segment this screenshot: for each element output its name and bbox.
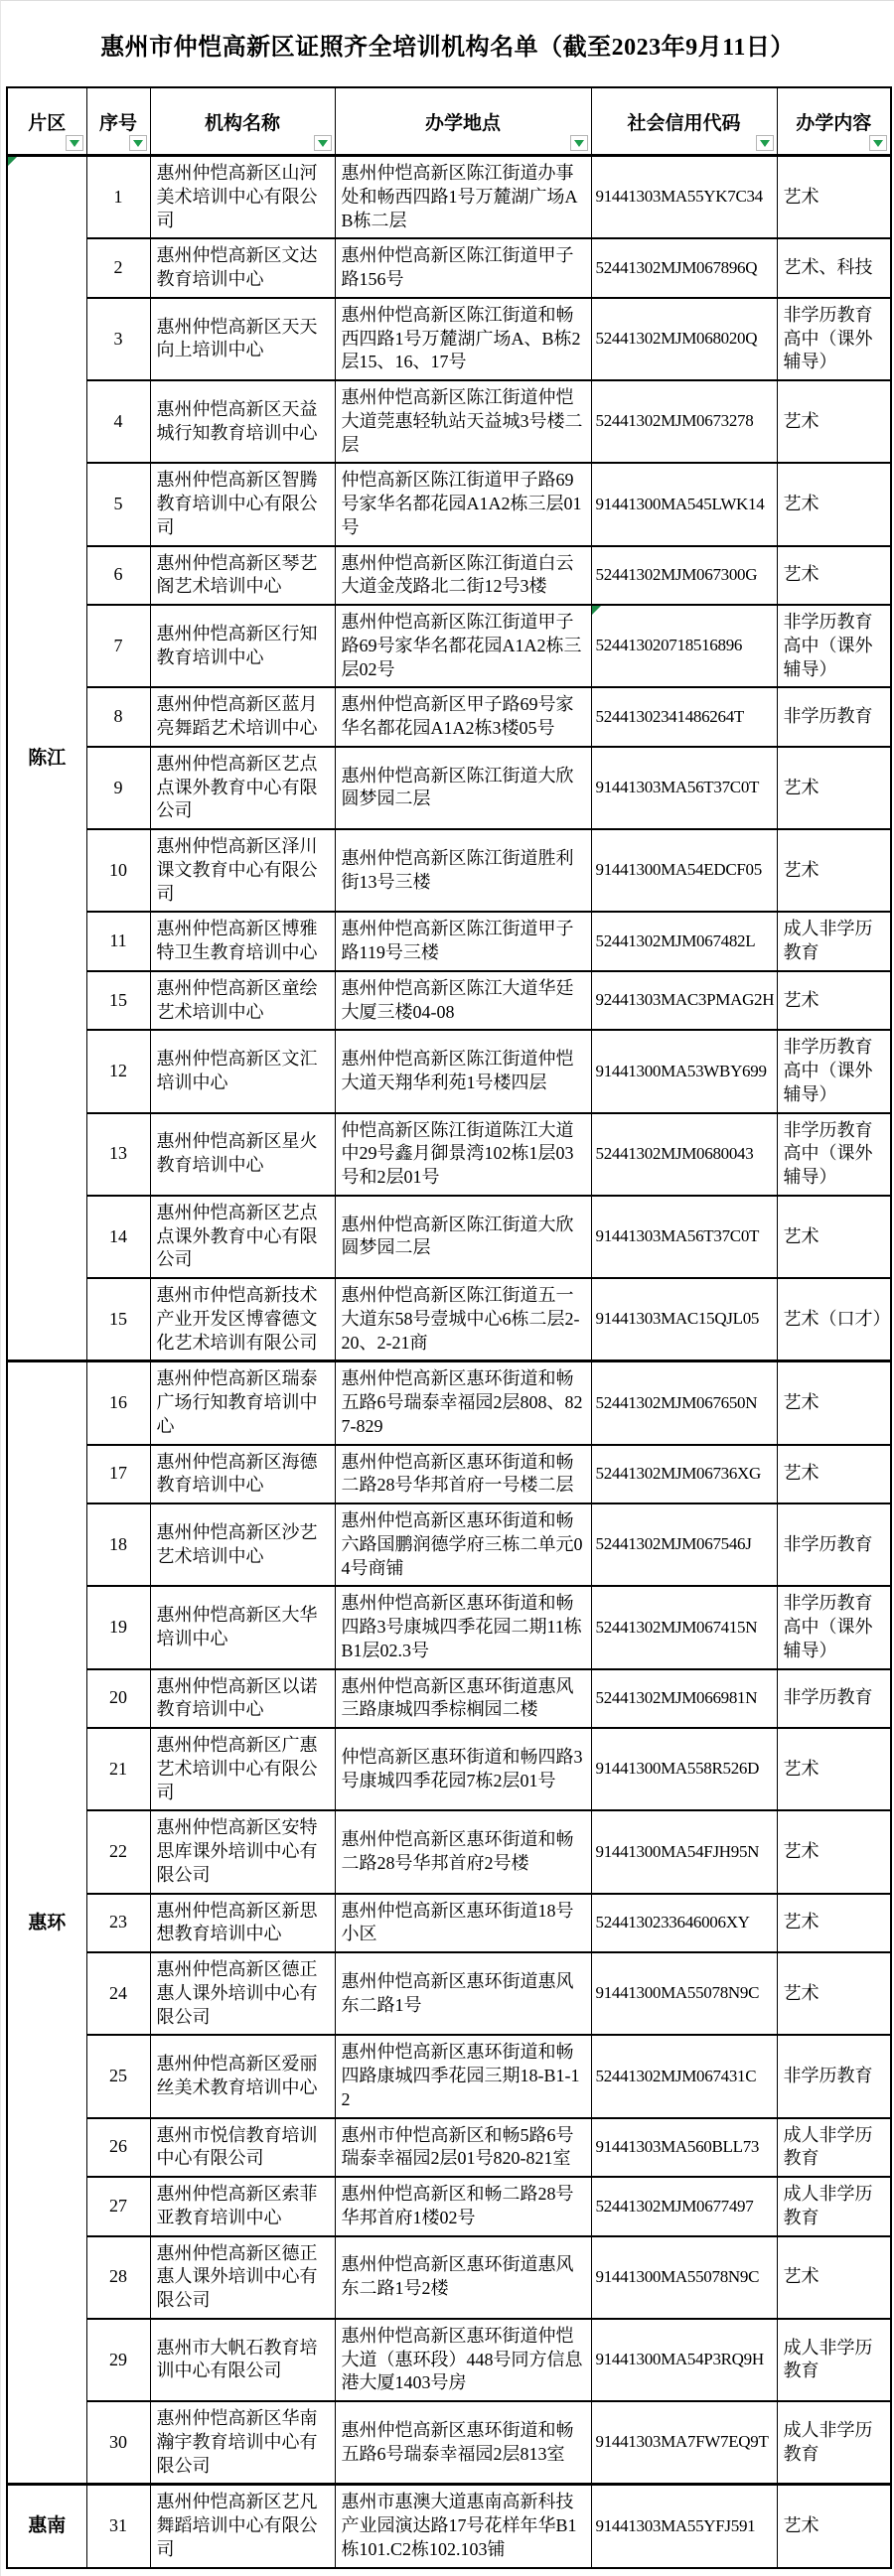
address-cell: 惠州仲恺高新区惠环街道和畅六路国鹏润德学府三栋二单元04号商铺	[335, 1503, 591, 1586]
credit-code-cell: 52441302MJM067415N	[591, 1586, 777, 1668]
address-cell: 惠州市仲恺高新区和畅5路6号瑞泰幸福园2层01号820-821室	[335, 2118, 591, 2178]
credit-code-cell: 524413020718516896	[591, 605, 777, 687]
row-number-cell: 22	[86, 1810, 150, 1893]
address-cell: 仲恺高新区陈江街道陈江大道中29号鑫月御景湾102栋1层03号和2层01号	[335, 1113, 591, 1196]
teaching-content-cell: 非学历教育高中（课外辅导）	[777, 1030, 891, 1112]
table-row	[7, 1894, 891, 1953]
row-number-cell: 12	[86, 1030, 150, 1112]
row-number-cell: 19	[86, 1586, 150, 1668]
table-row	[7, 1669, 891, 1729]
credit-code-cell: 52441302MJM067546J	[591, 1503, 777, 1586]
row-number-cell: 31	[86, 2485, 150, 2568]
table-row	[7, 2485, 891, 2568]
institution-name-cell: 惠州仲恺高新区天天向上培训中心	[150, 298, 335, 380]
teaching-content-cell: 艺术	[777, 1728, 891, 1810]
credit-code-cell: 52441302MJM067431C	[591, 2035, 777, 2117]
table-row	[7, 238, 891, 298]
credit-code-cell: 91441300MA54P3RQ9H	[591, 2319, 777, 2401]
address-cell: 惠州仲恺高新区惠环街道18号小区	[335, 1894, 591, 1953]
address-cell: 仲恺高新区惠环街道和畅四路3号康城四季花园7栋2层01号	[335, 1728, 591, 1810]
institution-name-cell: 惠州仲恺高新区智腾教育培训中心有限公司	[150, 463, 335, 545]
teaching-content-cell: 艺术	[777, 829, 891, 912]
institution-name-cell: 惠州仲恺高新区文汇培训中心	[150, 1030, 335, 1112]
teaching-content-cell: 艺术	[777, 747, 891, 829]
institution-name-cell: 惠州仲恺高新区德正惠人课外培训中心有限公司	[150, 2236, 335, 2319]
address-cell: 惠州仲恺高新区惠环街道惠风东二路1号2楼	[335, 2236, 591, 2319]
teaching-content-cell: 艺术	[777, 2485, 891, 2568]
institution-name-cell: 惠州仲恺高新区艺点点课外教育中心有限公司	[150, 1196, 335, 1278]
column-header-region	[7, 87, 86, 156]
credit-code-cell: 52441302341486264T	[591, 687, 777, 747]
institution-name-cell: 惠州仲恺高新区索菲亚教育培训中心	[150, 2177, 335, 2236]
address-cell: 惠州仲恺高新区陈江街道白云大道金茂路北二街12号3楼	[335, 546, 591, 606]
row-number-cell: 6	[86, 546, 150, 606]
row-number-cell: 21	[86, 1728, 150, 1810]
region-cell: 惠南	[7, 2485, 86, 2568]
row-number-cell: 4	[86, 380, 150, 463]
table-row	[7, 2236, 891, 2319]
table-row	[7, 1445, 891, 1504]
row-number-cell: 30	[86, 2401, 150, 2485]
column-header-address-label: 办学地点	[424, 112, 501, 134]
teaching-content-cell: 艺术	[777, 1952, 891, 2035]
teaching-content-cell: 艺术	[777, 380, 891, 463]
filter-dropdown-icon[interactable]	[129, 135, 147, 151]
teaching-content-cell: 艺术、科技	[777, 238, 891, 298]
address-cell: 惠州仲恺高新区惠环街道惠风东二路1号	[335, 1952, 591, 2035]
column-header-content-label: 办学内容	[796, 112, 872, 134]
institution-name-cell: 惠州市悦信教育培训中心有限公司	[150, 2118, 335, 2178]
teaching-content-cell: 非学历教育	[777, 1503, 891, 1586]
credit-code-cell: 91441303MAC15QJL05	[591, 1278, 777, 1361]
institution-name-cell: 惠州仲恺高新区星火教育培训中心	[150, 1113, 335, 1196]
address-cell: 惠州仲恺高新区惠环街道惠风三路康城四季棕榈园二楼	[335, 1669, 591, 1729]
row-number-cell: 15	[86, 1278, 150, 1361]
row-number-cell: 16	[86, 1361, 150, 1445]
row-number-cell: 5	[86, 463, 150, 545]
institutions-table	[6, 86, 892, 2569]
row-number-cell: 25	[86, 2035, 150, 2117]
institution-name-cell: 惠州仲恺高新区琴艺阁艺术培训中心	[150, 546, 335, 606]
teaching-content-cell: 成人非学历教育	[777, 2401, 891, 2485]
address-cell: 惠州仲恺高新区陈江街道五一大道东58号壹城中心6栋二层2-20、2-21商	[335, 1278, 591, 1361]
teaching-content-cell: 非学历教育	[777, 687, 891, 747]
table-body	[7, 156, 891, 2568]
table-row	[7, 380, 891, 463]
teaching-content-cell: 艺术	[777, 463, 891, 545]
credit-code-cell: 52441302MJM06736XG	[591, 1445, 777, 1504]
column-header-name	[150, 87, 335, 156]
address-cell: 惠州仲恺高新区惠环街道和畅四路康城四季花园三期18-B1-12	[335, 2035, 591, 2117]
credit-code-cell: 5244130233646006XY	[591, 1894, 777, 1953]
credit-code-cell: 52441302MJM0677497	[591, 2177, 777, 2236]
column-header-region-label: 片区	[28, 112, 67, 134]
column-header-no	[86, 87, 150, 156]
credit-code-cell: 52441302MJM0680043	[591, 1113, 777, 1196]
address-cell: 仲恺高新区陈江街道甲子路69号家华名都花园A1A2栋三层01号	[335, 463, 591, 545]
region-cell: 陈江	[7, 156, 86, 1361]
institution-name-cell: 惠州仲恺高新区行知教育培训中心	[150, 605, 335, 687]
table-row	[7, 2401, 891, 2485]
column-header-content	[777, 87, 891, 156]
institution-name-cell: 惠州仲恺高新区瑞泰广场行知教育培训中心	[150, 1361, 335, 1445]
address-cell: 惠州仲恺高新区陈江大道华廷大厦三楼04-08	[335, 971, 591, 1031]
address-cell: 惠州仲恺高新区陈江街道甲子路119号三楼	[335, 912, 591, 971]
teaching-content-cell: 艺术	[777, 1445, 891, 1504]
table-row	[7, 687, 891, 747]
row-number-cell: 26	[86, 2118, 150, 2178]
institution-name-cell: 惠州仲恺高新区大华培训中心	[150, 1586, 335, 1668]
institution-name-cell: 惠州仲恺高新区文达教育培训中心	[150, 238, 335, 298]
table-row	[7, 1196, 891, 1278]
row-number-cell: 1	[86, 156, 150, 239]
table-row	[7, 747, 891, 829]
filter-dropdown-icon[interactable]	[314, 135, 332, 151]
row-number-cell: 9	[86, 747, 150, 829]
column-header-address	[335, 87, 591, 156]
table-row	[7, 1586, 891, 1668]
address-cell: 惠州仲恺高新区陈江街道和畅西四路1号万麓湖广场A、B栋2层15、16、17号	[335, 298, 591, 380]
column-header-no-label: 序号	[98, 112, 137, 134]
credit-code-cell: 91441300MA55078N9C	[591, 2236, 777, 2319]
table-row	[7, 1952, 891, 2035]
institution-name-cell: 惠州仲恺高新区德正惠人课外培训中心有限公司	[150, 1952, 335, 2035]
credit-code-cell: 52441302MJM0673278	[591, 380, 777, 463]
cell-corner-marker-icon	[8, 157, 17, 166]
credit-code-cell: 91441300MA558R526D	[591, 1728, 777, 1810]
row-number-cell: 28	[86, 2236, 150, 2319]
institution-name-cell: 惠州仲恺高新区华南瀚宇教育培训中心有限公司	[150, 2401, 335, 2485]
teaching-content-cell: 非学历教育	[777, 2035, 891, 2117]
institution-name-cell: 惠州仲恺高新区海德教育培训中心	[150, 1445, 335, 1504]
table-row	[7, 298, 891, 380]
credit-code-cell: 91441300MA55078N9C	[591, 1952, 777, 2035]
credit-code-cell: 91441303MA7FW7EQ9T	[591, 2401, 777, 2485]
address-cell: 惠州仲恺高新区惠环街道和畅二路28号华邦首府一号楼二层	[335, 1445, 591, 1504]
institution-name-cell: 惠州仲恺高新区艺点点课外教育中心有限公司	[150, 747, 335, 829]
teaching-content-cell: 艺术	[777, 156, 891, 239]
filter-dropdown-icon[interactable]	[66, 135, 83, 151]
credit-code-cell: 52441302MJM066981N	[591, 1669, 777, 1729]
filter-dropdown-icon[interactable]	[570, 135, 588, 151]
institution-name-cell: 惠州仲恺高新区艺凡舞蹈培训中心有限公司	[150, 2485, 335, 2568]
credit-code-cell: 52441302MJM067482L	[591, 912, 777, 971]
table-row	[7, 2177, 891, 2236]
table-row	[7, 546, 891, 606]
credit-code-cell: 52441302MJM067650N	[591, 1361, 777, 1445]
teaching-content-cell: 成人非学历教育	[777, 2177, 891, 2236]
column-header-code	[591, 87, 777, 156]
table-row	[7, 605, 891, 687]
table-row	[7, 1361, 891, 1445]
table-row	[7, 971, 891, 1031]
row-number-cell: 7	[86, 605, 150, 687]
table-row	[7, 829, 891, 912]
address-cell: 惠州仲恺高新区惠环街道和畅五路6号瑞泰幸福园2层808、827-829	[335, 1361, 591, 1445]
credit-code-cell: 91441300MA545LWK14	[591, 463, 777, 545]
institution-name-cell: 惠州市仲恺高新技术产业开发区博睿德文化艺术培训有限公司	[150, 1278, 335, 1361]
filter-dropdown-icon[interactable]	[756, 135, 774, 151]
row-number-cell: 27	[86, 2177, 150, 2236]
table-row	[7, 2319, 891, 2401]
address-cell: 惠州仲恺高新区惠环街道仲恺大道（惠环段）448号同方信息港大厦1403号房	[335, 2319, 591, 2401]
credit-code-cell: 91441303MA56T37C0T	[591, 747, 777, 829]
teaching-content-cell: 非学历教育高中（课外辅导）	[777, 1113, 891, 1196]
table-row	[7, 1113, 891, 1196]
teaching-content-cell: 艺术	[777, 546, 891, 606]
institution-name-cell: 惠州仲恺高新区山河美术培训中心有限公司	[150, 156, 335, 239]
address-cell: 惠州仲恺高新区陈江街道大欣圆梦园二层	[335, 1196, 591, 1278]
row-number-cell: 11	[86, 912, 150, 971]
row-number-cell: 8	[86, 687, 150, 747]
credit-code-cell: 91441300MA54FJH95N	[591, 1810, 777, 1893]
teaching-content-cell: 成人非学历教育	[777, 2118, 891, 2178]
table-row	[7, 2035, 891, 2117]
credit-code-cell: 91441300MA53WBY699	[591, 1030, 777, 1112]
institution-name-cell: 惠州仲恺高新区博雅特卫生教育培训中心	[150, 912, 335, 971]
column-header-name-label: 机构名称	[204, 112, 280, 134]
teaching-content-cell: 艺术	[777, 1894, 891, 1953]
address-cell: 惠州仲恺高新区和畅二路28号华邦首府1楼02号	[335, 2177, 591, 2236]
credit-code-cell: 52441302MJM068020Q	[591, 298, 777, 380]
teaching-content-cell: 艺术	[777, 1196, 891, 1278]
address-cell: 惠州仲恺高新区惠环街道和畅五路6号瑞泰幸福园2层813室	[335, 2401, 591, 2485]
table-row	[7, 2118, 891, 2178]
teaching-content-cell: 成人非学历教育	[777, 2319, 891, 2401]
teaching-content-cell: 艺术	[777, 1810, 891, 1893]
row-number-cell: 13	[86, 1113, 150, 1196]
institution-name-cell: 惠州仲恺高新区新思想教育培训中心	[150, 1894, 335, 1953]
table-row	[7, 156, 891, 239]
row-number-cell: 23	[86, 1894, 150, 1953]
table-row	[7, 1030, 891, 1112]
institution-name-cell: 惠州仲恺高新区爱丽丝美术教育培训中心	[150, 2035, 335, 2117]
row-number-cell: 14	[86, 1196, 150, 1278]
table-row	[7, 1503, 891, 1586]
credit-code-cell: 91441303MA55YK7C34	[591, 156, 777, 239]
table-row	[7, 1278, 891, 1361]
teaching-content-cell: 非学历教育高中（课外辅导）	[777, 605, 891, 687]
address-cell: 惠州仲恺高新区陈江街道甲子路69号家华名都花园A1A2栋三层02号	[335, 605, 591, 687]
institution-name-cell: 惠州仲恺高新区蓝月亮舞蹈艺术培训中心	[150, 687, 335, 747]
teaching-content-cell: 艺术	[777, 1361, 891, 1445]
address-cell: 惠州仲恺高新区惠环街道和畅二路28号华邦首府2号楼	[335, 1810, 591, 1893]
credit-code-cell: 91441303MA56T37C0T	[591, 1196, 777, 1278]
credit-code-cell: 52441302MJM067300G	[591, 546, 777, 606]
table-row	[7, 1728, 891, 1810]
row-number-cell: 20	[86, 1669, 150, 1729]
teaching-content-cell: 艺术	[777, 2236, 891, 2319]
address-cell: 惠州仲恺高新区甲子路69号家华名都花园A1A2栋3楼05号	[335, 687, 591, 747]
teaching-content-cell: 非学历教育高中（课外辅导）	[777, 298, 891, 380]
address-cell: 惠州仲恺高新区陈江街道仲恺大道莞惠轻轨站天益城3号楼二层	[335, 380, 591, 463]
table-row	[7, 463, 891, 545]
page-title: 惠州市仲恺高新区证照齐全培训机构名单（截至2023年9月11日）	[100, 34, 795, 61]
cell-corner-marker-icon	[592, 606, 601, 615]
credit-code-cell: 52441302MJM067896Q	[591, 238, 777, 298]
teaching-content-cell: 非学历教育高中（课外辅导）	[777, 1586, 891, 1668]
row-number-cell: 15	[86, 971, 150, 1031]
credit-code-cell: 92441303MAC3PMAG2H	[591, 971, 777, 1031]
address-cell: 惠州仲恺高新区陈江街道办事处和畅西四路1号万麓湖广场AB栋二层	[335, 156, 591, 239]
row-number-cell: 2	[86, 238, 150, 298]
credit-code-cell: 91441303MA55YFJ591	[591, 2485, 777, 2568]
institution-name-cell: 惠州仲恺高新区安特思库课外培训中心有限公司	[150, 1810, 335, 1893]
institution-name-cell: 惠州仲恺高新区泽川课文教育中心有限公司	[150, 829, 335, 912]
row-number-cell: 17	[86, 1445, 150, 1504]
credit-code-cell: 91441303MA560BLL73	[591, 2118, 777, 2178]
table-header	[7, 87, 891, 156]
teaching-content-cell: 艺术	[777, 971, 891, 1031]
address-cell: 惠州仲恺高新区惠环街道和畅四路3号康城四季花园二期11栋B1层02.3号	[335, 1586, 591, 1668]
row-number-cell: 24	[86, 1952, 150, 2035]
column-header-code-label: 社会信用代码	[627, 112, 741, 134]
institution-name-cell: 惠州仲恺高新区童绘艺术培训中心	[150, 971, 335, 1031]
teaching-content-cell: 非学历教育	[777, 1669, 891, 1729]
teaching-content-cell: 成人非学历教育	[777, 912, 891, 971]
table-row	[7, 912, 891, 971]
address-cell: 惠州仲恺高新区陈江街道仲恺大道天翔华利苑1号楼四层	[335, 1030, 591, 1112]
institution-name-cell: 惠州仲恺高新区天益城行知教育培训中心	[150, 380, 335, 463]
address-cell: 惠州仲恺高新区陈江街道大欣圆梦园二层	[335, 747, 591, 829]
filter-dropdown-icon[interactable]	[869, 135, 887, 151]
institution-name-cell: 惠州仲恺高新区沙艺艺术培训中心	[150, 1503, 335, 1586]
row-number-cell: 3	[86, 298, 150, 380]
institution-name-cell: 惠州仲恺高新区广惠艺术培训中心有限公司	[150, 1728, 335, 1810]
credit-code-cell: 91441300MA54EDCF05	[591, 829, 777, 912]
address-cell: 惠州仲恺高新区陈江街道甲子路156号	[335, 238, 591, 298]
institution-name-cell: 惠州市大帆石教育培训中心有限公司	[150, 2319, 335, 2401]
address-cell: 惠州市惠澳大道惠南高新科技产业园演达路17号花样年华B1栋101.C2栋102.103铺	[335, 2485, 591, 2568]
institution-name-cell: 惠州仲恺高新区以诺教育培训中心	[150, 1669, 335, 1729]
row-number-cell: 18	[86, 1503, 150, 1586]
teaching-content-cell: 艺术（口才）	[777, 1278, 891, 1361]
address-cell: 惠州仲恺高新区陈江街道胜利街13号三楼	[335, 829, 591, 912]
row-number-cell: 29	[86, 2319, 150, 2401]
region-cell: 惠环	[7, 1361, 86, 2485]
row-number-cell: 10	[86, 829, 150, 912]
table-row	[7, 1810, 891, 1893]
